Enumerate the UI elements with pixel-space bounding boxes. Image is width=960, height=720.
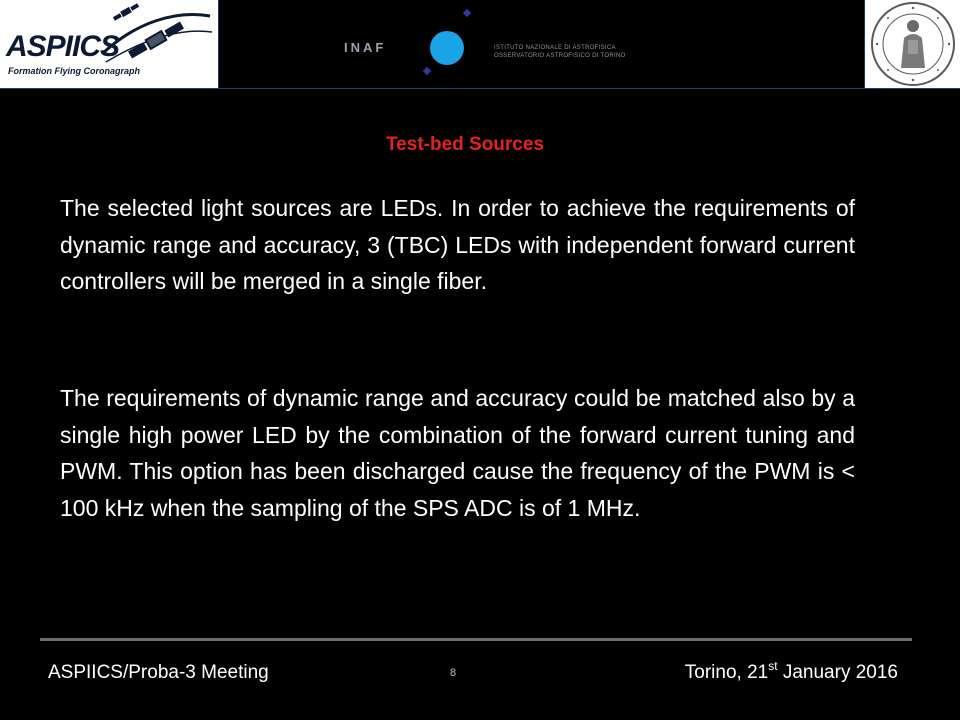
inaf-logo-word: INAF	[344, 40, 387, 55]
footer-date	[684, 659, 898, 684]
aspiics-logo-name: ASPIICS	[6, 30, 120, 63]
inaf-line-2: OSSERVATORIO ASTROFISICO DI TORINO	[494, 53, 626, 59]
header-divider	[0, 88, 960, 89]
university-seal-logo	[864, 0, 960, 88]
aspiics-logo-tagline: Formation Flying Coronagraph	[8, 66, 140, 76]
header-banner	[0, 0, 960, 88]
inaf-banner	[219, 0, 864, 88]
footer-divider	[40, 638, 912, 641]
paragraph-pwm-option: The requirements of dynamic range and accuracy could be matched also by a single high power LED by the combination of the forward current tuning and PWM. This option has been discharged cause the frequency of the PWM is < 100 kHz when the sampling of the SPS ADC is of 1 MHz.	[60, 385, 855, 521]
slide-title: Test-bed Sources	[385, 134, 545, 155]
footer-date-rest: January 2016	[777, 662, 898, 683]
footer-date-prefix: Torino, 21	[684, 662, 769, 683]
university-seal-icon	[868, 0, 958, 88]
footer-date-suffix-sup: st	[768, 659, 778, 673]
inaf-logo-icon	[414, 8, 484, 83]
aspiics-logo	[0, 0, 219, 88]
footer-meeting-name: ASPIICS/Proba-3 Meeting	[48, 662, 269, 683]
page-number: 8	[449, 667, 457, 679]
paragraph-led-sources: The selected light sources are LEDs. In order to achieve the requirements of dynamic range and accuracy, 3 (TBC) LEDs with independent forward current controllers will be merged in a single fiber.	[60, 195, 855, 294]
inaf-line-1: ISTITUTO NAZIONALE DI ASTROFISICA	[494, 45, 616, 51]
